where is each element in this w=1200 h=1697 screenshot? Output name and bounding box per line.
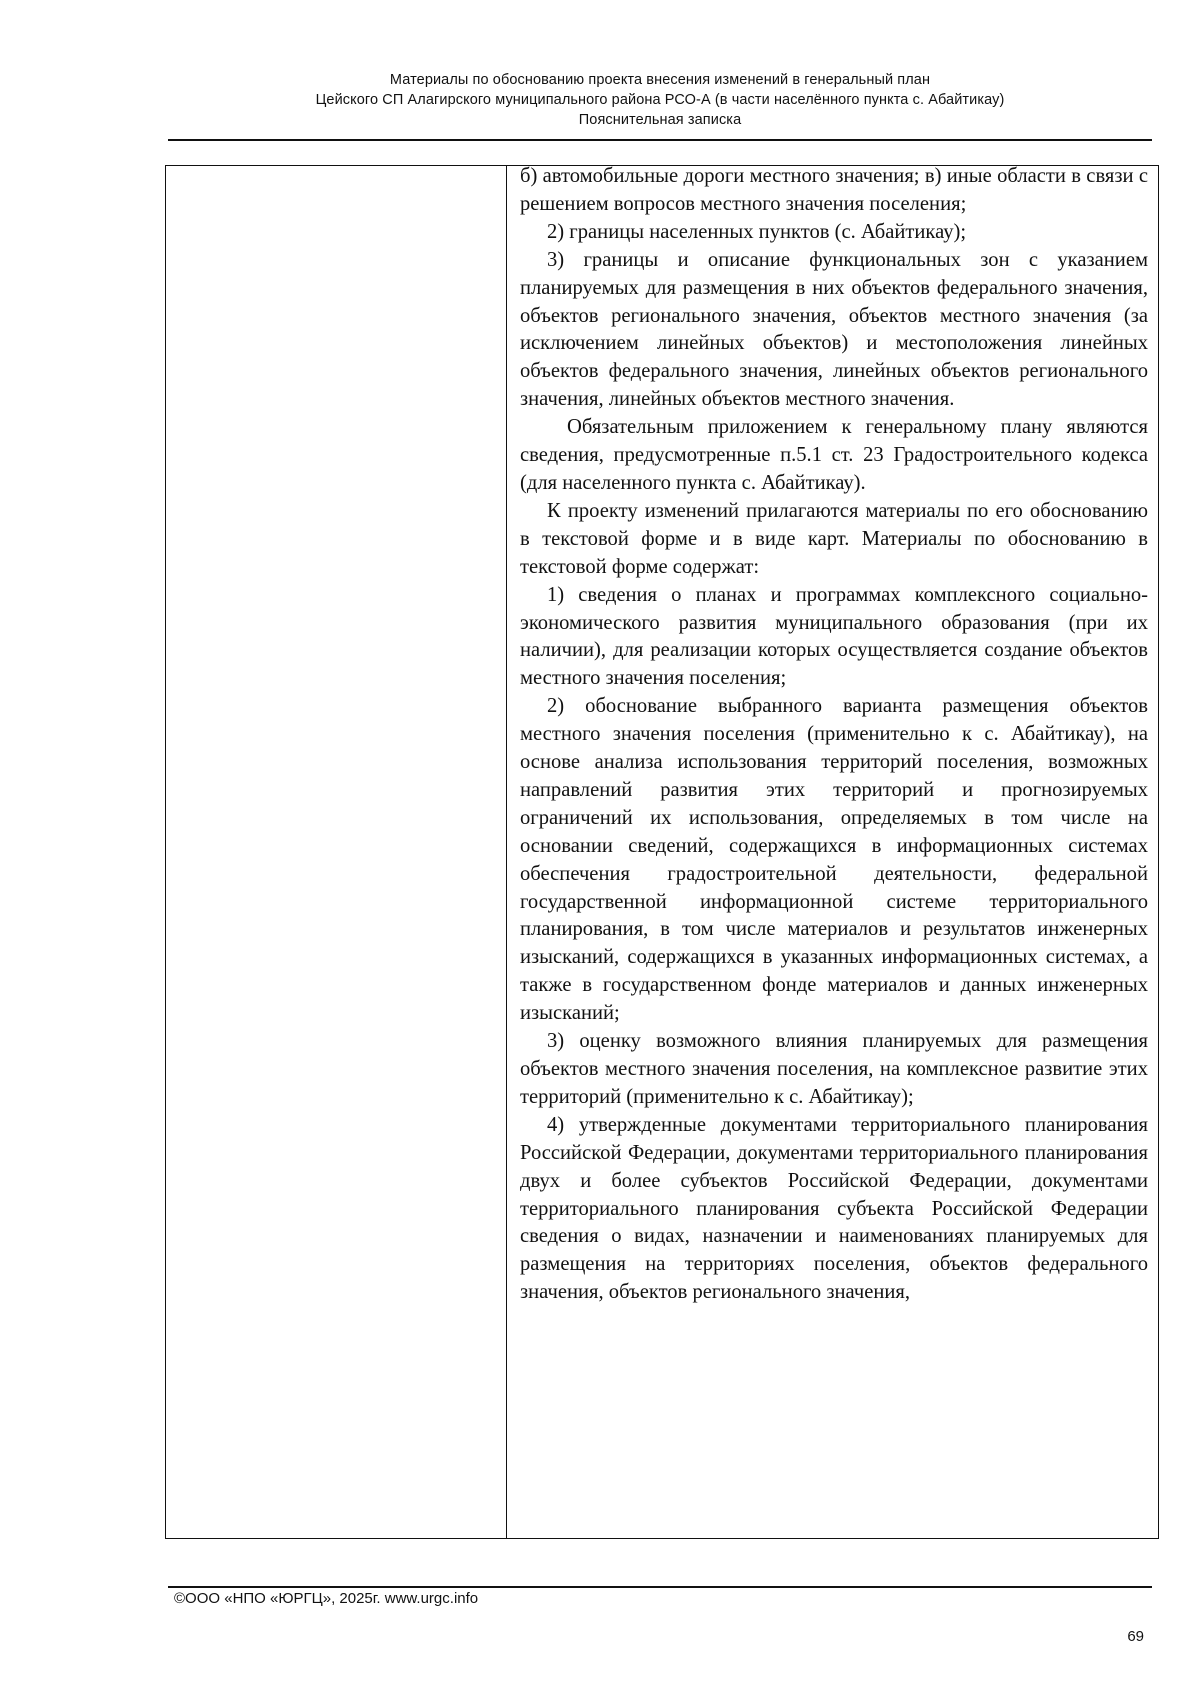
paragraph-item-b-v: б) автомобильные дороги местного значения; в) иные области в связи с решением вопросов местного значения поселения;: [520, 165, 1148, 215]
header-title-line-1: Материалы по обоснованию проекта внесения изменений в генеральный план: [389, 72, 931, 88]
footer-copyright: ©ООО «НПО «ЮРГЦ», 2025г. www.urgc.info: [174, 1590, 479, 1607]
paragraph-materials-item-1: 1) сведения о планах и программах комплексного социально-экономического развития муниципального образования (при их наличии), для реализации которых осуществляется создание объектов местного значения поселения;: [520, 583, 1148, 690]
paragraph-supporting-materials: К проекту изменений прилагаются материалы по его обоснованию в текстовой форме и в виде карт. Материалы по обоснованию в текстовой форме содержат:: [520, 499, 1148, 578]
header-document-type: Пояснительная записка: [578, 112, 742, 128]
paragraph-materials-item-2: 2) обоснование выбранного варианта размещения объектов местного значения поселения (применительно к с. Абайтикау), на основе анализа использования территорий поселения, возможных направлений развития этих территорий и прогнозируемых ограничений их использования, определяемых в том числе на основании сведений, содержащихся в информационных системах обеспечения градостроительной деятельности, федеральной государственной информационной системе территориального планирования, в том числе материалов и результатов инженерных изысканий, содержащихся в указанных информационных системах, а также в государственном фонде материалов и данных инженерных изысканий;: [520, 695, 1148, 1025]
table-left-cell: [166, 166, 507, 1538]
paragraph-item-2: 2) границы населенных пунктов (с. Абайтикау);: [547, 220, 967, 243]
paragraph-item-3: 3) границы и описание функциональных зон с указанием планируемых для размещения в них объектов федерального значения, объектов регионального значения, объектов местного значения (за исключением линейных объектов) и местоположения линейных объектов федерального значения, линейных объектов регионального значения, линейных объектов местного значения.: [520, 248, 1148, 411]
page-header: [168, 70, 1152, 130]
content-table: [165, 165, 1159, 1539]
header-divider: [168, 139, 1152, 141]
footer-divider: [168, 1586, 1152, 1588]
paragraph-materials-item-3: 3) оценку возможного влияния планируемых для размещения объектов местного значения поселения, на комплексное развитие этих территорий (применительно к с. Абайтикау);: [520, 1030, 1148, 1108]
paragraph-mandatory-appendix: Обязательным приложением к генеральному плану являются сведения, предусмотренные п.5.1 ст. 23 Градостроительного кодекса (для населенного пункта с. Абайтикау).: [520, 416, 1148, 494]
paragraph-materials-item-4: 4) утвержденные документами территориального планирования Российской Федерации, документами территориального планирования двух и более субъектов Российской Федерации, документами территориального планирования субъекта Российской Федерации сведения о видах, назначении и наименованиях планируемых для размещения на территориях поселения, объектов федерального значения, объектов регионального значения,: [520, 1113, 1148, 1304]
header-title-line-2: Цейского СП Алагирского муниципального района РСО-А (в части населённого пункта с. Абайтикау): [315, 92, 1005, 108]
page-number: 69: [1127, 1628, 1144, 1645]
table-right-cell: [520, 163, 1148, 1307]
